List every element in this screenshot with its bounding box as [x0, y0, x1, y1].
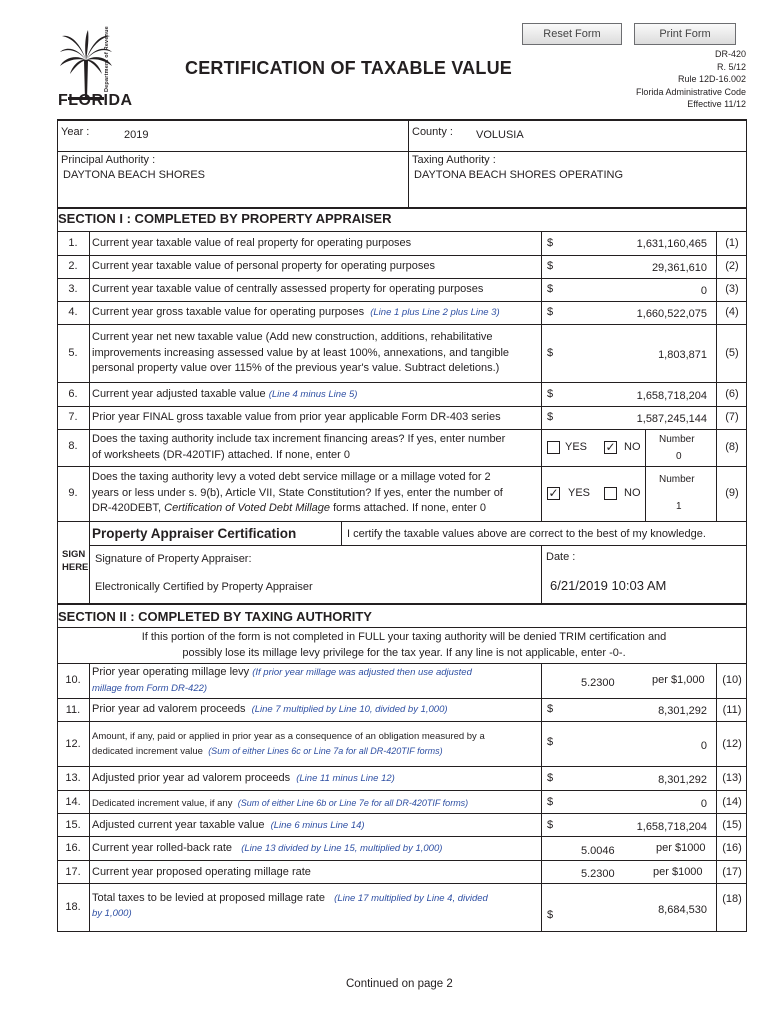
section-2-title: SECTION II : COMPLETED BY TAXING AUTHORITY	[58, 609, 372, 624]
line-15-text: Adjusted current year taxable value (Line 6 minus Line 14)	[92, 819, 365, 831]
number-label: Number	[659, 434, 695, 445]
year-field[interactable]: 2019	[124, 129, 149, 141]
line-3-amount[interactable]: 0	[700, 285, 707, 297]
dollar-sign: $	[547, 347, 554, 359]
section-1-title: SECTION I : COMPLETED BY PROPERTY APPRAISER	[58, 211, 392, 226]
line-number: 3.	[68, 283, 78, 295]
line-7-text: Prior year FINAL gross taxable value from prior year applicable Form DR-403 series	[92, 411, 501, 423]
line-14-text: Dedicated increment value, if any (Sum of either Line 6b or Line 7e for all DR-420TIF forms)	[92, 798, 469, 809]
form-revision: R. 5/12	[716, 61, 746, 72]
no-label: NO	[624, 487, 641, 499]
dollar-sign: $	[547, 306, 554, 318]
line-7-amount[interactable]: 1,587,245,144	[636, 413, 707, 425]
dollar-sign: $	[547, 237, 554, 249]
dollar-sign: $	[547, 260, 554, 272]
line-12-amount[interactable]: 0	[700, 740, 707, 752]
line-ref: (11)	[722, 704, 742, 716]
line-9-yes-checkbox[interactable]: ✓	[548, 486, 559, 500]
line-number: 14.	[65, 796, 81, 808]
line-number: 2.	[68, 260, 78, 272]
principal-authority-label: Principal Authority :	[61, 154, 156, 166]
line-8-number-field[interactable]: 0	[676, 451, 682, 462]
line-number: 9.	[68, 487, 78, 499]
line-9-number-field[interactable]: 1	[676, 501, 682, 512]
line-ref: (14)	[722, 796, 742, 808]
line-10-text: Prior year operating millage levy (If prior year millage was adjusted then use adjusted millage from Form DR-422)	[92, 666, 472, 694]
dollar-sign: $	[547, 772, 554, 784]
certification-title: Property Appraiser Certification	[92, 526, 297, 541]
line-10-value[interactable]: 5.2300	[581, 677, 615, 689]
county-label: County :	[412, 126, 453, 138]
unit-label: per $1000	[656, 842, 706, 854]
line-ref: (5)	[725, 347, 739, 359]
line-2-amount[interactable]: 29,361,610	[651, 262, 707, 274]
form-metadata	[636, 48, 746, 111]
line-4-amount[interactable]: 1,660,522,075	[636, 308, 707, 320]
line-8-yes-checkbox[interactable]	[547, 441, 560, 454]
date-field[interactable]: 6/21/2019 10:03 AM	[550, 578, 667, 593]
line-number: 1.	[68, 237, 78, 249]
signature-label: Signature of Property Appraiser:	[95, 553, 252, 565]
line-17-text: Current year proposed operating millage rate	[92, 866, 311, 878]
county-field[interactable]: VOLUSIA	[476, 129, 524, 141]
dollar-sign: $	[547, 411, 554, 423]
line-18-text: Total taxes to be levied at proposed millage rate (Line 17 multiplied by Line 4, divided by 1,000)	[92, 892, 488, 919]
department-label: Department of Revenue	[104, 26, 110, 92]
line-ref: (15)	[722, 819, 742, 831]
line-ref: (3)	[725, 283, 739, 295]
reset-form-button[interactable]: Reset Form	[522, 23, 622, 45]
line-ref: (13)	[722, 772, 742, 784]
line-1-text: Current year taxable value of real property for operating purposes	[92, 237, 412, 249]
line-ref: (8)	[725, 441, 739, 453]
dollar-sign: $	[547, 283, 554, 295]
line-6-amount[interactable]: 1,658,718,204	[636, 390, 707, 402]
taxing-authority-label: Taxing Authority :	[412, 154, 496, 166]
line-number: 18.	[65, 901, 81, 913]
line-ref: (1)	[725, 237, 739, 249]
signature-field[interactable]: Electronically Certified by Property Appraiser	[95, 581, 313, 593]
number-label: Number	[659, 474, 695, 485]
line-16-value[interactable]: 5.0046	[581, 845, 615, 857]
line-18-amount[interactable]: 8,684,530	[658, 904, 707, 916]
form-code: Florida Administrative Code	[635, 86, 746, 97]
principal-authority-field[interactable]: DAYTONA BEACH SHORES	[63, 169, 206, 181]
unit-label: per $1000	[653, 866, 703, 878]
yes-label: YES	[565, 441, 588, 453]
line-8-text: Does the taxing authority include tax increment financing areas? If yes, enter number of worksheets (DR-420TIF) attached. If none, enter 0	[92, 433, 506, 461]
line-number: 15.	[65, 819, 81, 831]
line-ref: (4)	[725, 306, 739, 318]
no-label: NO	[624, 441, 641, 453]
line-13-text: Adjusted prior year ad valorem proceeds (Line 11 minus Line 12)	[92, 772, 395, 784]
line-5-amount[interactable]: 1,803,871	[658, 349, 707, 361]
line-ref: (6)	[725, 388, 739, 400]
line-ref: (12)	[722, 738, 742, 750]
line-3-text: Current year taxable value of centrally assessed property for operating purposes	[92, 283, 484, 295]
line-4-text: Current year gross taxable value for operating purposes (Line 1 plus Line 2 plus Line 3)	[92, 306, 500, 318]
line-9-no-checkbox[interactable]	[604, 487, 617, 500]
yes-label: YES	[568, 487, 591, 499]
line-9-text: Does the taxing authority levy a voted debt service millage or a millage voted for 2 years or less under s. 9(b), Article VII, State Constitution? If yes, enter the number of DR-420DEBT, Certification of Voted Debt Millage forms attached. If none, enter 0	[92, 471, 503, 514]
line-2-text: Current year taxable value of personal property for operating purposes	[92, 260, 436, 272]
line-ref: (18)	[722, 893, 742, 905]
line-11-text: Prior year ad valorem proceeds (Line 7 multiplied by Line 10, divided by 1,000)	[92, 703, 448, 715]
date-label: Date :	[546, 551, 576, 563]
footer-continued: Continued on page 2	[346, 978, 453, 990]
line-5-text: Current year net new taxable value (Add new construction, additions, rehabilitative improvements increasing assessed value by at least 100%, annexations, and tangible personal property value over 115% of the previous year's value. Subtract deletions.)	[92, 331, 510, 374]
line-ref: (7)	[725, 411, 739, 423]
line-number: 16.	[65, 842, 81, 854]
form-id: DR-420	[714, 49, 746, 59]
line-ref: (2)	[725, 260, 739, 272]
line-number: 8.	[68, 440, 78, 452]
line-1-amount[interactable]: 1,631,160,465	[636, 238, 707, 250]
certification-statement: I certify the taxable values above are correct to the best of my knowledge.	[347, 528, 706, 540]
line-number: 10.	[65, 674, 81, 686]
section-2-notice: If this portion of the form is not completed in FULL your taxing authority will be denied TRIM certification and possibly lose its millage levy privilege for the tax year. If any line is not applicable, enter -0-.	[141, 631, 667, 659]
dollar-sign: $	[547, 909, 554, 921]
line-number: 11.	[65, 704, 81, 716]
line-ref: (9)	[725, 487, 739, 499]
line-ref: (10)	[722, 674, 742, 686]
dollar-sign: $	[547, 796, 554, 808]
line-ref: (17)	[722, 866, 742, 878]
line-6-text: Current year adjusted taxable value (Line 4 minus Line 5)	[92, 388, 358, 400]
line-15-amount[interactable]: 1,658,718,204	[636, 821, 707, 833]
print-form-button[interactable]: Print Form	[634, 23, 736, 45]
florida-wordmark: FLORIDA	[58, 92, 133, 109]
line-ref: (16)	[722, 842, 742, 854]
sign-label: SIGN	[62, 549, 86, 560]
dollar-sign: $	[547, 819, 554, 831]
line-17-value[interactable]: 5.2300	[581, 868, 615, 880]
page-title: CERTIFICATION OF TAXABLE VALUE	[185, 58, 512, 78]
dollar-sign: $	[547, 388, 554, 400]
year-label: Year :	[61, 126, 90, 138]
form-effective: Effective 11/12	[687, 99, 746, 110]
line-8-no-checkbox[interactable]: ✓	[605, 440, 616, 454]
line-number: 4.	[68, 306, 78, 318]
line-number: 13.	[65, 772, 81, 784]
taxing-authority-field[interactable]: DAYTONA BEACH SHORES OPERATING	[414, 169, 624, 181]
line-number: 17.	[65, 866, 81, 878]
line-13-amount[interactable]: 8,301,292	[658, 774, 707, 786]
dollar-sign: $	[547, 736, 554, 748]
line-12-text: Amount, if any, paid or applied in prior year as a consequence of an obligation measured by a dedicated increment value (Sum of either Lines 6c or Line 7a for all DR-420TIF forms)	[92, 731, 485, 757]
line-14-amount[interactable]: 0	[700, 798, 707, 810]
line-number: 6.	[68, 388, 78, 400]
line-number: 12.	[65, 738, 81, 750]
here-label: HERE	[62, 562, 89, 573]
line-16-text: Current year rolled-back rate (Line 13 divided by Line 15, multiplied by 1,000)	[92, 842, 443, 854]
dollar-sign: $	[547, 703, 554, 715]
unit-label: per $1,000	[652, 674, 705, 686]
line-number: 7.	[68, 411, 78, 423]
line-11-amount[interactable]: 8,301,292	[658, 705, 707, 717]
line-number: 5.	[68, 347, 78, 359]
form-rule: Rule 12D-16.002	[677, 74, 746, 85]
